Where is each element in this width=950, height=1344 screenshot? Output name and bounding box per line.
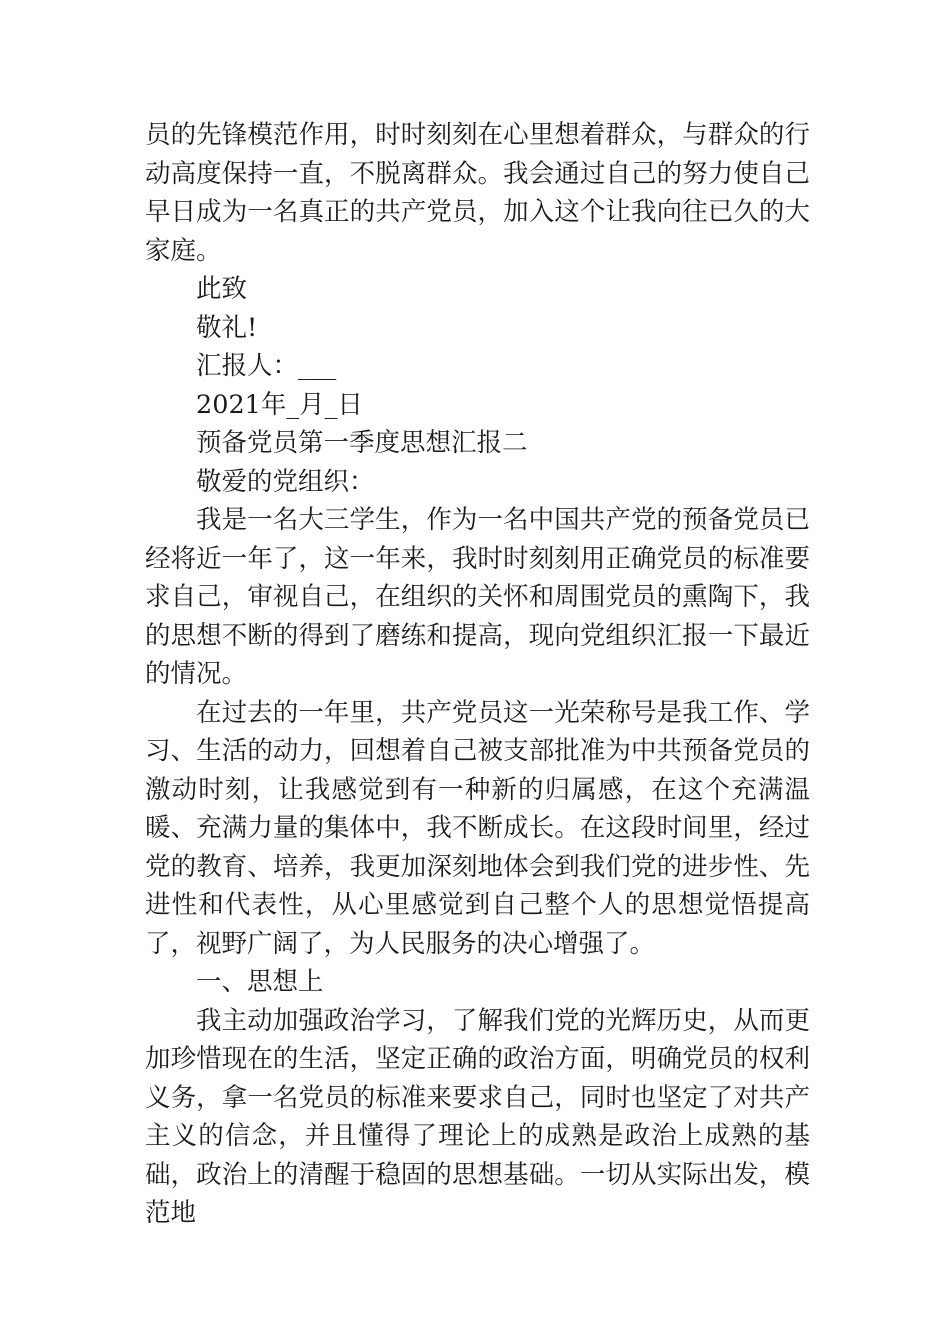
reporter-line: 汇报人：___ [196,351,337,381]
section-heading-thought: 一、思想上 [196,967,324,997]
paragraph-continued: 员的先锋模范作用，时时刻刻在心里想着群众，与群众的行动高度保持一直，不脱离群众。我会通过自己的努力使自己早日成为一名真正的共产党员，加入这个让我向往已久的大家庭。 [145,120,810,266]
closing-line-2: 敬礼! [196,312,258,343]
document-page [145,116,810,1233]
date-line: 2021年_月_日 [196,389,363,420]
closing-line-1: 此致 [196,274,248,304]
report-title: 预备党员第一季度思想汇报二 [196,428,528,458]
paragraph-past-year: 在过去的一年里，共产党员这一光荣称号是我工作、学习、生活的动力，回想着自己被支部批准为中共预备党员的激动时刻，让我感觉到有一种新的归属感，在这个充满温暖、充满力量的集体中，我不断成长。在这段时间里，经过党的教育、培养，我更加深刻地体会到我们党的进步性、先进性和代表性，从心里感觉到自己整个人的思想觉悟提高了，视野广阔了，为人民服务的决心增强了。 [145,697,810,959]
salutation: 敬爱的党组织： [196,466,375,497]
paragraph-intro: 我是一名大三学生，作为一名中国共产党的预备党员已经将近一年了，这一年来，我时时刻刻用正确党员的标准要求自己，审视自己，在组织的关怀和周围党员的熏陶下，我的思想不断的得到了磨练和提高，现向党组织汇报一下最近的情况。 [145,505,810,689]
paragraph-thought: 我主动加强政治学习，了解我们党的光辉历史，从而更加珍惜现在的生活，坚定正确的政治方面，明确党员的权利义务，拿一名党员的标准来要求自己，同时也坚定了对共产主义的信念，并且懂得了理论上的成熟是政治上成熟的基础，政治上的清醒于稳固的思想基础。一切从实际出发，模范地 [145,1005,810,1228]
